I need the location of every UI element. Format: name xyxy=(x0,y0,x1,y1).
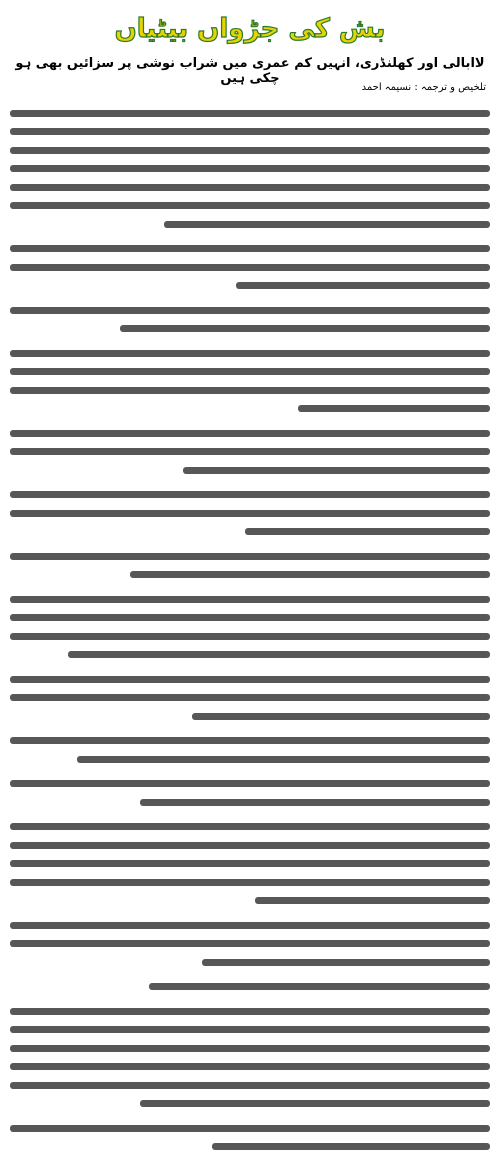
text-line xyxy=(10,873,490,892)
text-line xyxy=(10,646,490,665)
text-line-glyphs xyxy=(10,491,490,498)
text-line xyxy=(10,627,490,646)
text-line xyxy=(10,978,490,997)
subheadline: لاابالی اور کھلنڈری، انہیں کم عمری میں شراب نوشی پر سزائیں بھی ہو چکی ہیں xyxy=(15,56,485,86)
text-line-glyphs xyxy=(10,430,490,437)
text-line xyxy=(10,381,490,400)
text-line xyxy=(10,953,490,972)
article-paragraph xyxy=(10,978,490,997)
text-line xyxy=(10,1039,490,1058)
text-line-glyphs xyxy=(10,633,490,640)
text-line xyxy=(10,1076,490,1095)
text-line xyxy=(10,892,490,911)
article-paragraph xyxy=(10,547,490,584)
text-line xyxy=(10,793,490,812)
text-line-glyphs xyxy=(10,1063,490,1070)
article-paragraph xyxy=(10,732,490,769)
text-line xyxy=(10,363,490,382)
text-line xyxy=(10,1138,490,1157)
text-line xyxy=(10,916,490,935)
text-line-glyphs xyxy=(10,1125,490,1132)
text-line-glyphs xyxy=(10,147,490,154)
text-line xyxy=(10,486,490,505)
text-line-glyphs xyxy=(120,325,490,332)
text-line xyxy=(10,104,490,123)
paragraph-text xyxy=(489,295,490,296)
paragraph-text xyxy=(489,996,490,997)
text-line xyxy=(10,1119,490,1138)
article-paragraph xyxy=(10,301,490,338)
text-line-glyphs xyxy=(10,448,490,455)
headline xyxy=(114,6,386,48)
text-line xyxy=(10,590,490,609)
paragraph-text xyxy=(489,769,490,770)
article-paragraph xyxy=(10,344,490,418)
text-line xyxy=(10,197,490,216)
paragraph-text xyxy=(489,584,490,585)
text-line xyxy=(10,566,490,585)
paragraph-text xyxy=(489,910,490,911)
text-line xyxy=(10,160,490,179)
text-line-glyphs xyxy=(10,922,490,929)
text-line-glyphs xyxy=(10,1045,490,1052)
text-line xyxy=(10,775,490,794)
headline-text: بش کی جڑواں بیٹیاں xyxy=(114,14,386,44)
text-line xyxy=(10,504,490,523)
text-line xyxy=(10,123,490,142)
text-line xyxy=(10,523,490,542)
text-line-glyphs xyxy=(10,879,490,886)
text-line-glyphs xyxy=(10,823,490,830)
text-line-glyphs xyxy=(298,405,490,412)
paragraph-text xyxy=(489,541,490,542)
text-line-glyphs xyxy=(255,897,490,904)
text-line xyxy=(10,178,490,197)
article-paragraph xyxy=(10,775,490,812)
text-line xyxy=(10,750,490,769)
paragraph-text xyxy=(489,812,490,813)
article-paragraph xyxy=(10,1119,490,1156)
text-line xyxy=(10,141,490,160)
text-line-glyphs xyxy=(10,553,490,560)
text-line xyxy=(10,609,490,628)
text-line-glyphs xyxy=(77,756,490,763)
text-line-glyphs xyxy=(10,368,490,375)
article-paragraph xyxy=(10,670,490,726)
paragraph-text xyxy=(489,726,490,727)
text-line-glyphs xyxy=(10,676,490,683)
text-line-glyphs xyxy=(245,528,490,535)
text-line-glyphs xyxy=(10,307,490,314)
text-line-glyphs xyxy=(10,1082,490,1089)
text-line-glyphs xyxy=(10,245,490,252)
text-line xyxy=(10,707,490,726)
text-line-glyphs xyxy=(10,737,490,744)
article-paragraph xyxy=(10,1002,490,1113)
text-line xyxy=(10,277,490,296)
text-line xyxy=(10,818,490,837)
byline: تلخیص و ترجمہ : نسیمہ احمد xyxy=(361,82,486,93)
text-line-glyphs xyxy=(130,571,490,578)
text-line-glyphs xyxy=(164,221,490,228)
text-line-glyphs xyxy=(10,1026,490,1033)
text-line-glyphs xyxy=(10,694,490,701)
text-line xyxy=(10,547,490,566)
text-line xyxy=(10,461,490,480)
text-line xyxy=(10,258,490,277)
text-line-glyphs xyxy=(10,165,490,172)
article-body xyxy=(10,104,490,982)
text-line-glyphs xyxy=(68,651,490,658)
text-line-glyphs xyxy=(202,959,490,966)
text-line xyxy=(10,443,490,462)
text-line xyxy=(10,855,490,874)
text-line-glyphs xyxy=(10,264,490,271)
article-paragraph xyxy=(10,916,490,972)
text-line xyxy=(10,689,490,708)
text-line-glyphs xyxy=(10,596,490,603)
text-line-glyphs xyxy=(10,110,490,117)
text-line xyxy=(10,1095,490,1114)
paragraph-text xyxy=(489,480,490,481)
text-line-glyphs xyxy=(140,1100,490,1107)
text-line xyxy=(10,424,490,443)
text-line-glyphs xyxy=(236,282,490,289)
text-line-glyphs xyxy=(192,713,490,720)
text-line-glyphs xyxy=(10,350,490,357)
paragraph-text xyxy=(489,1113,490,1114)
text-line-glyphs xyxy=(10,842,490,849)
text-line-glyphs xyxy=(10,860,490,867)
text-line xyxy=(10,670,490,689)
paragraph-text xyxy=(489,338,490,339)
text-line xyxy=(10,215,490,234)
article-paragraph xyxy=(10,818,490,911)
text-line xyxy=(10,240,490,259)
text-line-glyphs xyxy=(10,614,490,621)
paragraph-text xyxy=(489,664,490,665)
text-line xyxy=(10,1021,490,1040)
text-line-glyphs xyxy=(10,780,490,787)
text-line-glyphs xyxy=(10,1008,490,1015)
text-line-glyphs xyxy=(10,202,490,209)
article-paragraph xyxy=(10,240,490,296)
paragraph-text xyxy=(489,972,490,973)
article-paragraph xyxy=(10,486,490,542)
text-line xyxy=(10,1058,490,1077)
headline-graphic xyxy=(114,6,386,48)
article-paragraph xyxy=(10,104,490,234)
text-line-glyphs xyxy=(10,184,490,191)
text-line xyxy=(10,1002,490,1021)
text-line xyxy=(10,320,490,339)
article-paragraph xyxy=(10,424,490,480)
text-line xyxy=(10,301,490,320)
article-paragraph xyxy=(10,590,490,664)
text-line xyxy=(10,836,490,855)
text-line-glyphs xyxy=(10,387,490,394)
text-line xyxy=(10,344,490,363)
text-line-glyphs xyxy=(149,983,490,990)
text-line xyxy=(10,935,490,954)
paragraph-text xyxy=(489,418,490,419)
text-line xyxy=(10,400,490,419)
paragraph-text xyxy=(489,234,490,235)
text-line-glyphs xyxy=(10,128,490,135)
text-line-glyphs xyxy=(10,510,490,517)
text-line-glyphs xyxy=(140,799,490,806)
text-line-glyphs xyxy=(10,940,490,947)
text-line-glyphs xyxy=(183,467,490,474)
text-line-glyphs xyxy=(212,1143,490,1150)
text-line xyxy=(10,732,490,751)
